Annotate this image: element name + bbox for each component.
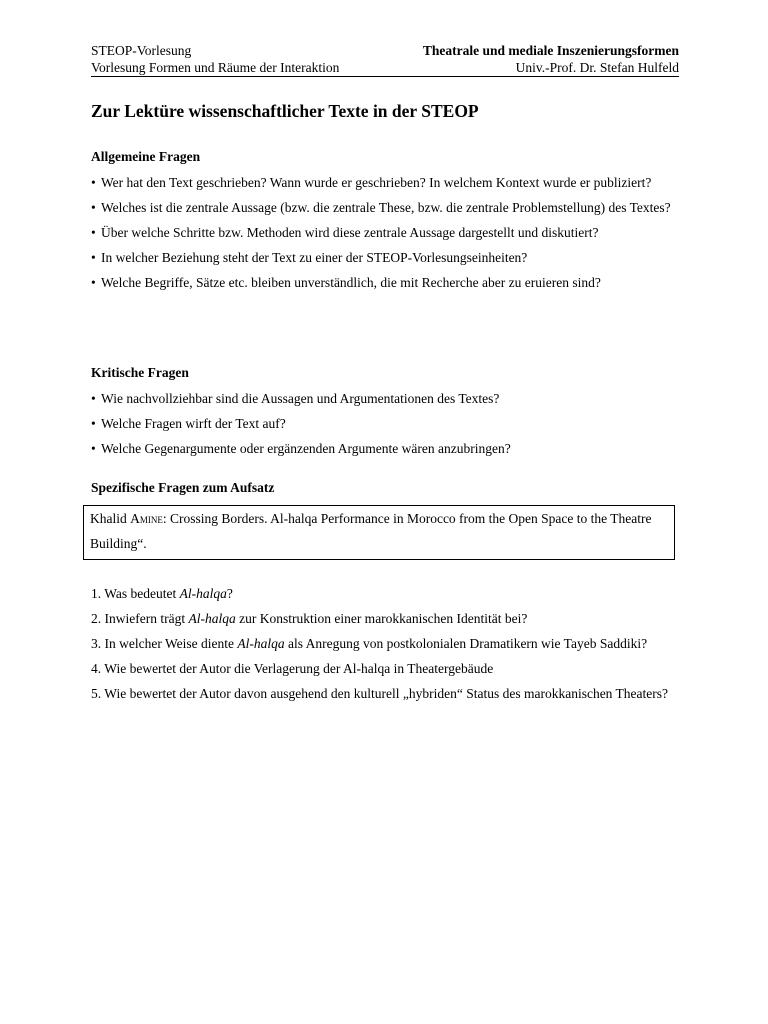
bullet-icon: •: [91, 391, 96, 406]
bullet-icon: •: [91, 416, 96, 431]
document-page: [90, 42, 679, 701]
bullet-icon: •: [91, 200, 96, 215]
reference-title: : Crossing Borders. Al-halqa Performance in Morocco from the Open Space to the Theatre Building“.: [90, 511, 652, 551]
bullet-icon: •: [91, 175, 96, 190]
list-item: 4. Wie bewertet der Autor die Verlagerung der Al-halqa in Theatergebäude: [91, 661, 494, 676]
header-course: STEOP-Vorlesung: [91, 43, 192, 58]
section-heading-specific: Spezifische Fragen zum Aufsatz: [91, 480, 275, 495]
bullet-icon: •: [91, 225, 96, 240]
specific-questions-list: [91, 581, 683, 706]
bullet-icon: •: [91, 275, 96, 290]
list-item: 3. In welcher Weise diente Al-halqa als Anregung von postkolonialen Dramatikern wie Tayeb Saddiki?: [91, 636, 648, 651]
term-al-halqa: Al-halqa: [188, 611, 236, 626]
list-item: • Welche Fragen wirft der Text auf?: [91, 411, 683, 436]
section-heading-general: Allgemeine Fragen: [91, 149, 201, 164]
general-questions-list: [91, 170, 683, 295]
reference-author-last: Amine: [130, 511, 163, 526]
list-item: • In welcher Beziehung steht der Text zu einer der STEOP-Vorlesungseinheiten?: [91, 245, 683, 270]
list-item: • Welche Gegenargumente oder ergänzenden Argumente wären anzubringen?: [91, 436, 683, 461]
critical-questions-list: [91, 386, 683, 461]
section-heading-critical: Kritische Fragen: [91, 365, 189, 380]
bullet-icon: •: [91, 441, 96, 456]
list-item: • Wer hat den Text geschrieben? Wann wurde er geschrieben? In welchem Kontext wurde er publiziert?: [91, 170, 683, 195]
list-item: 1. Was bedeutet Al-halqa?: [91, 586, 233, 601]
reference-box: [83, 505, 675, 560]
list-item: 5. Wie bewertet der Autor davon ausgehend den kulturell „hybriden“ Status des marokkanischen Theaters?: [91, 686, 669, 701]
list-item: • Über welche Schritte bzw. Methoden wird diese zentrale Aussage dargestellt und diskutiert?: [91, 220, 683, 245]
list-item: 2. Inwiefern trägt Al-halqa zur Konstruktion einer marokkanischen Identität bei?: [91, 611, 528, 626]
bullet-icon: •: [91, 250, 96, 265]
term-al-halqa: Al-halqa: [179, 586, 227, 601]
term-al-halqa: Al-halqa: [237, 636, 285, 651]
header-professor: Univ.-Prof. Dr. Stefan Hulfeld: [515, 60, 679, 75]
reference-author-first: Khalid: [90, 511, 127, 526]
list-item: • Welches ist die zentrale Aussage (bzw. die zentrale These, bzw. die zentrale Problemstellung) des Textes?: [91, 195, 683, 220]
header-course-title: Theatrale und mediale Inszenierungsformen: [422, 43, 679, 58]
list-item: • Wie nachvollziehbar sind die Aussagen und Argumentationen des Textes?: [91, 386, 683, 411]
page-title: Zur Lektüre wissenschaftlicher Texte in der STEOP: [91, 101, 479, 121]
page-header: [91, 42, 679, 77]
header-lecture: Vorlesung Formen und Räume der Interaktion: [91, 60, 340, 75]
list-item: • Welche Begriffe, Sätze etc. bleiben unverständlich, die mit Recherche aber zu eruieren sind?: [91, 270, 683, 295]
